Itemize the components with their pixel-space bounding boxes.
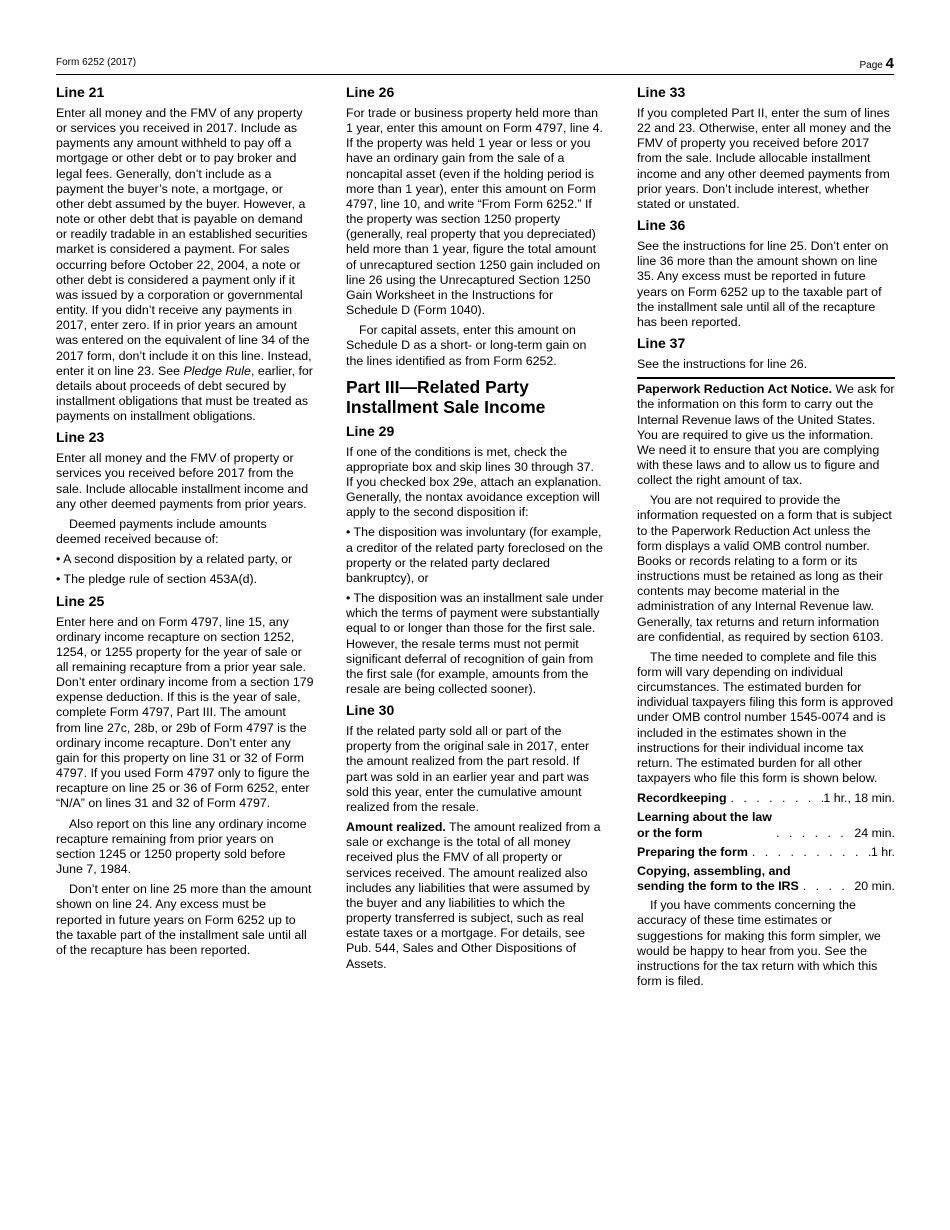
pledge-rule-ref: Pledge Rule: [183, 363, 251, 378]
line-21-heading: Line 21: [56, 84, 105, 100]
page-number: [860, 55, 894, 72]
line-23-p2: Deemed payments include amounts deemed received because of:: [56, 516, 267, 547]
line-30-heading: Line 30: [346, 702, 395, 719]
time-row-recordkeeping: Recordkeeping . . . 1 hr., 18 min.: [637, 791, 895, 806]
time-row-copying: Copying, assembling, and sending the form to the IRS . . . 20 min.: [637, 864, 895, 894]
line-25-p3: Don’t enter on line 25 more than the amount shown on line 24. Any excess must be reported in future years on Form 6252 up to the taxable part of the installment sale until all of the recapture has been reported.: [56, 882, 312, 957]
amount-realized: Amount realized. The amount realized from a sale or exchange is the total of all money received plus the FMV of all property or services received. The amount realized also includes any liabilities that were assumed by the buyer and any liabilities to which the property transferred is subject, such as real estate taxes or a mortgage. For details, see Pub. 544, Sales and Other Dispositions of Assets.: [346, 820, 601, 971]
column-left: [56, 84, 314, 963]
paperwork-p3: The time needed to complete and file this form will vary depending on individual circumstances. The estimated burden for individual taxpayers filing this form is approved under OMB control number 1545-0074 and is included in the estimates shown in the instructions for their individual income tax return. The estimated burden for all other taxpayers who file this form is shown below.: [637, 649, 894, 786]
line-23-bullet-2: • The pledge rule of section 453A(d).: [56, 572, 258, 587]
paperwork-p2: You are not required to provide the information requested on a form that is subject to the Paperwork Reduction Act unless the form displays a valid OMB control number. Books or records relating to a form or its instructions must be retained as long as their contents may become material in the administration of any Internal Revenue law. Generally, tax returns and return information are confidential, as required by section 6103.: [637, 493, 892, 644]
line-37-heading: Line 37: [637, 335, 686, 352]
line-25-p2: Also report on this line any ordinary income recapture remaining from prior years on section 1245 or 1250 property sold before June 7, 1984.: [56, 816, 307, 877]
paperwork-notice: Paperwork Reduction Act Notice. We ask for the information on this form to carry out the Internal Revenue laws of the United States. You are required to give us the information. We need it to ensure that you are complying with these laws and to allow us to figure and collect the right amount of tax.: [637, 382, 895, 488]
page-header: [56, 55, 894, 73]
line-36-heading: Line 36: [637, 217, 686, 234]
line-29-heading: Line 29: [346, 422, 395, 439]
line-29-p1: If one of the conditions is met, check the appropriate box and skip lines 30 through 37. If you checked box 29e, attach an explanation. Generally, the nontax avoidance exception will apply to the second disposition if:: [346, 444, 602, 520]
form-id: Form 6252 (2017): [56, 57, 137, 68]
header-rule: [56, 74, 894, 75]
page-num: 4: [885, 55, 894, 72]
line-23-p1: Enter all money and the FMV of property or services you received before 2017 from the sale. Include allocable installment income and any other deemed payments from prior years.: [56, 451, 309, 511]
line-29-bullet-2: • The disposition was an installment sale under which the terms of payment were substantially equal to or longer than those for the first sale. However, the resale terms must not permit significant deferral of recognition of gain from the first sale (for example, amounts from the resale are being collected sooner).: [346, 591, 604, 696]
section-divider: [637, 377, 895, 379]
line-26-p2: For capital assets, enter this amount on Schedule D as a short- or long-term gain on the lines identified as from Form 6252.: [346, 323, 587, 368]
line-33-p1: If you completed Part II, enter the sum of lines 22 and 23. Otherwise, enter all money and the FMV of property you received before 2017 from the sale. Include allocable installment income and any other deemed payments from prior years. Don’t include interest, whether stated or unstated.: [637, 106, 892, 211]
time-row-learning: Learning about the law or the form . . . 24 min.: [637, 810, 895, 840]
line-33-heading: Line 33: [637, 84, 686, 100]
line-29-bullet-1: • The disposition was involuntary (for example, a creditor of the related party foreclosed on the property or the related party declared bankruptcy), or: [346, 525, 603, 585]
line-30-p1: If the related party sold all or part of the property from the original sale in 2017, enter the amount realized from the part resold. If part was sold in an earlier year and part was sold this year, enter the cumulative amount realized from the resale.: [346, 724, 590, 814]
line-37-p1: See the instructions for line 26.: [637, 357, 808, 372]
column-right: [637, 84, 895, 994]
page-label: Page: [859, 60, 883, 71]
line-21-text: Enter all money and the FMV of any property or services you received in 2017. Include as payments any amount withheld to pay off a mortgage or other debt or to pay broker and legal fees. Generally, don’t include as a payment the buyer’s note, a mortgage, or other debt assumed by the buyer. However, a note or other debt that is payable on demand or readily tradable in an established securities market is considered a payment. For sales occurring before October 22, 2004, a note or other debt is considered a payment only if it was issued by a corporation or governmental entity. If you didn’t receive any payments in 2017, enter zero. If in prior years an amount was entered on the equivalent of line 34 of the 2017 form, don’t include it on this line. Instead, enter it on line 23. See Pledge Rule, earlier, for details about proceeds of debt secured by installment obligations that must be treated as payments on installment obligations.: [56, 106, 313, 424]
line-23-heading: Line 23: [56, 429, 105, 446]
line-36-p1: See the instructions for line 25. Don’t enter on line 36 more than the amount shown on line 35. Any excess must be reported in future years on Form 6252 up to the taxable part of the installment sale until all of the recapture has been reported.: [637, 239, 889, 329]
line-23-bullet-1: • A second disposition by a related party, or: [56, 552, 293, 567]
line-25-heading: Line 25: [56, 592, 105, 609]
line-25-p1: Enter here and on Form 4797, line 15, any ordinary income recapture on section 1252, 1254, or 1255 property for the year of sale or all remaining recapture from a prior year sale. Don’t enter ordinary income from a section 179 expense deduction. If this is the year of sale, complete Form 4797, Part III. The amount from line 27c, 28b, or 29b of Form 4797 is the ordinary income recapture. Don’t enter any gain for this property on line 31 or 32 of Form 4797. If you used Form 4797 only to figure the recapture on line 25 or 36 of Form 6252, enter “N/A” on lines 31 and 32 of Form 4797.: [56, 614, 314, 811]
paperwork-p4: If you have comments concerning the accuracy of these time estimates or suggestions for making this form simpler, we would be happy to hear from you. See the instructions for the tax return with which this form is filed.: [637, 898, 881, 988]
line-26-heading: Line 26: [346, 84, 395, 100]
part-3-title: Part III—Related Party Installment Sale Income: [346, 376, 546, 417]
line-26-p1: For trade or business property held more than 1 year, enter this amount on Form 4797, line 4. If the property was held 1 year or less or you have an ordinary gain from the sale of a noncapital asset (even if the holding period is more than 1 year), enter this amount on Form 4797, line 10, and write “From Form 6252.” If the property was section 1250 property (generally, real property that you depreciated) held more than 1 year, figure the total amount of unrecaptured section 1250 gain included on line 26 using the Unrecaptured Section 1250 Gain Worksheet in the Instructions for Schedule D (Form 1040).: [346, 106, 603, 318]
column-middle: [346, 84, 604, 977]
time-row-preparing: Preparing the form . . . 1 hr.: [637, 845, 895, 860]
